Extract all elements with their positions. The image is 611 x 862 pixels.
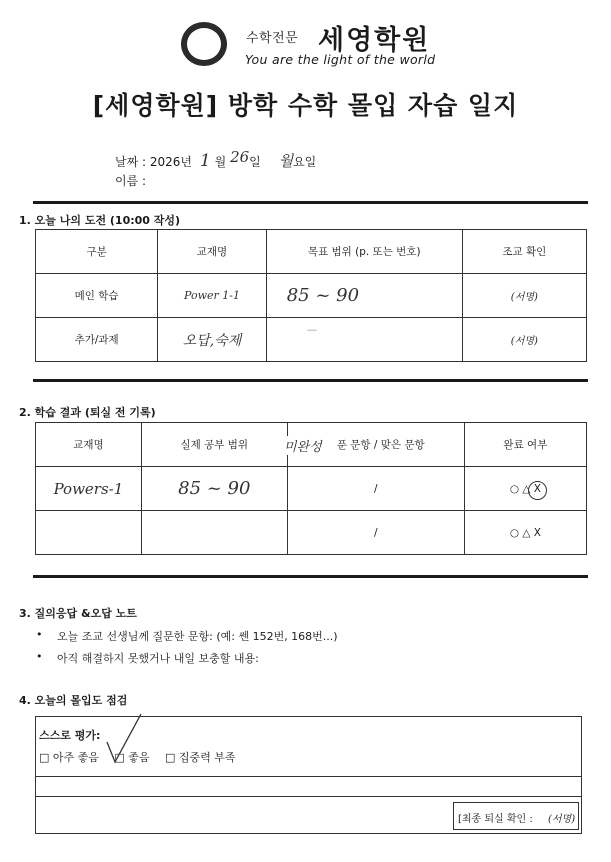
page-title: [세영학원] 방학 수학 몰입 자습 일지 xyxy=(92,91,519,120)
bullet-dot-icon: • xyxy=(36,628,43,641)
date-line xyxy=(115,150,316,171)
header-cell: 푼 문항 / 맞은 문항 xyxy=(287,423,464,467)
range-cell: 85 ~ 90 xyxy=(266,274,462,318)
book-cell: 오답,숙제 xyxy=(158,318,266,362)
book-cell xyxy=(36,511,142,555)
circled-x-mark xyxy=(528,481,547,500)
option-very-good[interactable]: □ 아주 좋음 xyxy=(39,751,99,764)
handwritten-annotation: 미완성 xyxy=(282,436,324,455)
self-eval-label: 스스로 평가: xyxy=(39,729,101,742)
book-cell: Powers-1 xyxy=(36,467,142,511)
option-good[interactable]: □ 좋음 xyxy=(114,751,150,764)
divider xyxy=(35,796,582,797)
month-label: 월 xyxy=(214,155,227,169)
status-cell: ○ △ X xyxy=(464,467,586,511)
logo-subtitle: 수학전문 xyxy=(246,31,299,46)
header-cell: 실제 공부 범위 xyxy=(141,423,287,467)
divider xyxy=(33,575,588,578)
type-cell: 메인 학습 xyxy=(36,274,158,318)
check-cell: (서명) xyxy=(462,274,586,318)
logo-tagline: You are the light of the world xyxy=(245,52,436,67)
table-row xyxy=(36,274,587,318)
header-cell: 교재명 xyxy=(158,230,266,274)
score-cell: / xyxy=(287,511,464,555)
range-cell: — xyxy=(266,318,462,362)
todo-bullet: 아직 해결하지 못했거나 내일 보충할 내용: xyxy=(57,652,259,665)
divider xyxy=(35,776,582,777)
final-check-label: [최종 퇴실 확인 : xyxy=(458,814,533,825)
divider xyxy=(33,379,588,382)
check-cell: (서명) xyxy=(462,318,586,362)
date-label: 날짜 : 2026년 xyxy=(115,155,192,169)
question-bullet: 오늘 조교 선생님께 질문한 문항: (예: 쎈 152번, 168번...) xyxy=(57,630,338,643)
weekday-value: 월 xyxy=(278,152,294,170)
header-cell: 교재명 xyxy=(36,423,142,467)
score-cell: / xyxy=(287,467,464,511)
weekday-label: 요일 xyxy=(293,155,317,169)
header-cell: 구분 xyxy=(36,230,158,274)
header-cell: 목표 범위 (p. 또는 번호) xyxy=(266,230,462,274)
type-cell: 추가/과제 xyxy=(36,318,158,362)
day-label: 일 xyxy=(249,155,261,169)
book-cell: Power 1-1 xyxy=(158,274,266,318)
challenge-table xyxy=(35,229,587,362)
checkmark-icon xyxy=(105,712,145,766)
section2-heading: 2. 학습 결과 (퇴실 전 기록) xyxy=(19,406,156,419)
logo-name: 세영학원 xyxy=(318,25,431,56)
table-row xyxy=(36,318,587,362)
header-cell: 조교 확인 xyxy=(462,230,586,274)
header-cell: 완료 여부 xyxy=(464,423,586,467)
logo-ring-icon xyxy=(181,22,227,66)
range-cell xyxy=(141,511,287,555)
range-cell: 85 ~ 90 xyxy=(141,467,287,511)
section4-heading: 4. 오늘의 몰입도 점검 xyxy=(19,694,128,707)
section3-heading: 3. 질의응답 &오답 노트 xyxy=(19,607,137,620)
status-cell: ○ △ X xyxy=(464,511,586,555)
section1-heading: 1. 오늘 나의 도전 (10:00 작성) xyxy=(19,214,181,227)
day-value: 26 xyxy=(230,148,250,166)
bullet-dot-icon: • xyxy=(36,650,43,663)
month-value: 1 xyxy=(199,151,211,171)
name-label: 이름 : xyxy=(115,174,147,188)
table-row xyxy=(36,511,587,555)
option-lack-focus[interactable]: □ 집중력 부족 xyxy=(165,751,236,764)
final-check-signature: (서명) xyxy=(548,814,576,825)
table-header-row xyxy=(36,230,587,274)
table-row xyxy=(36,467,587,511)
divider xyxy=(33,201,588,204)
